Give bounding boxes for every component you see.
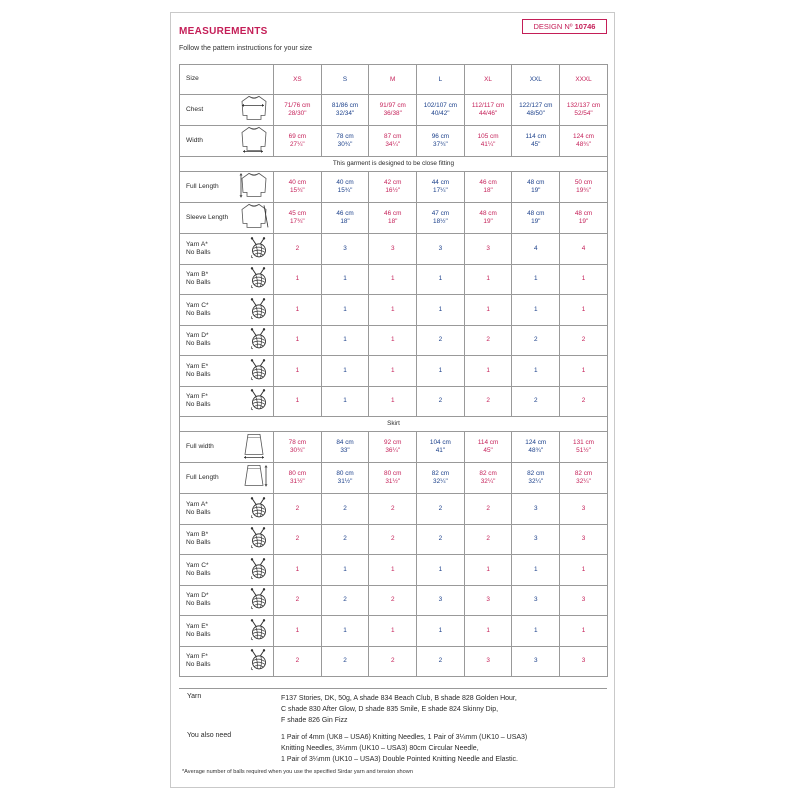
measure-cell: 80 cm 31½" [321, 463, 369, 494]
yarn-line: F shade 826 Gin Fizz [281, 717, 348, 724]
section-heading: Skirt [180, 417, 608, 432]
ball-count-cell: 3 [321, 234, 369, 265]
measure-cell: 124 cm 48¾" [512, 432, 560, 463]
needs-row [179, 728, 607, 767]
page-title: MEASUREMENTS [179, 26, 268, 37]
skirt-diagram-icon [239, 461, 269, 491]
measure-cell: 42 cm 16½" [369, 172, 417, 203]
ball-count-cell: 1 [321, 264, 369, 295]
yarn-row-label: Yarn F* No Balls [180, 386, 274, 417]
ball-count-cell: 1 [321, 386, 369, 417]
row-label-text: Full width [186, 442, 214, 450]
full-length-row [180, 172, 608, 203]
ball-count-cell: 1 [417, 555, 465, 586]
yarn-row-label: Yarn F* No Balls [180, 646, 274, 677]
ball-count-cell: 1 [417, 616, 465, 647]
ball-count-cell: 1 [560, 555, 608, 586]
ball-count-cell: 1 [512, 264, 560, 295]
measure-cell: 105 cm 41¼" [464, 126, 512, 157]
ball-count-cell: 2 [321, 585, 369, 616]
ball-count-cell: 1 [417, 356, 465, 387]
sweater-diagram-icon [239, 93, 269, 123]
skirt-yarn-row [180, 585, 608, 616]
measure-cell: 82 cm 32¼" [512, 463, 560, 494]
ball-count-cell: 1 [274, 356, 322, 387]
ball-count-cell: 1 [274, 264, 322, 295]
measure-cell: 48 cm 19" [512, 203, 560, 234]
ball-count-cell: 2 [321, 494, 369, 525]
row-label-text: Sleeve Length [186, 213, 229, 221]
yarn-ball-icon [247, 588, 269, 610]
design-label: DESIGN Nº [533, 22, 573, 31]
measure-cell: 48 cm 19" [560, 203, 608, 234]
yarn-ball-icon [247, 297, 269, 319]
ball-count-cell: 4 [512, 234, 560, 265]
garment-yarn-row [180, 325, 608, 356]
size-xl: XL [464, 65, 512, 95]
ball-count-cell: 2 [274, 585, 322, 616]
ball-count-cell: 2 [417, 646, 465, 677]
ball-count-cell: 1 [560, 264, 608, 295]
measure-cell: 50 cm 19¾" [560, 172, 608, 203]
ball-count-cell: 1 [464, 264, 512, 295]
ball-count-cell: 1 [321, 555, 369, 586]
measure-cell: 82 cm 32¼" [417, 463, 465, 494]
row-label [180, 126, 274, 157]
needs-line: 1 Pair of 3¼mm (UK10 – USA3) Double Pointed Knitting Needle and Elastic. [281, 756, 518, 763]
needs-line: 1 Pair of 4mm (UK8 – USA6) Knitting Needles, 1 Pair of 3¼mm (UK10 – USA3) [281, 734, 528, 741]
ball-count-cell: 1 [512, 616, 560, 647]
measure-cell: 124 cm 48¾" [560, 126, 608, 157]
diagram-icon [239, 124, 269, 157]
yarn-ball-icon [247, 358, 269, 383]
skirt-yarn-row [180, 616, 608, 647]
garment-yarn-row [180, 356, 608, 387]
size-xs: XS [274, 65, 322, 95]
yarn-ball-icon [247, 267, 269, 289]
ball-count-cell: 2 [369, 494, 417, 525]
row-label-text: Chest [186, 105, 204, 113]
yarn-ball-icon [247, 328, 269, 353]
sweater-diagram-icon [239, 124, 269, 154]
row-label-text: Width [186, 136, 203, 144]
measure-cell: 87 cm 34¼" [369, 126, 417, 157]
measure-cell: 80 cm 31½" [369, 463, 417, 494]
yarn-label: Yarn [187, 693, 202, 700]
ball-count-cell: 2 [464, 325, 512, 356]
ball-count-cell: 2 [369, 524, 417, 555]
measure-cell: 40 cm 15¾" [274, 172, 322, 203]
diagram-icon [239, 461, 269, 494]
ball-count-cell: 1 [560, 616, 608, 647]
needs-label: You also need [187, 732, 232, 739]
measure-cell: 112/117 cm 44/46" [464, 95, 512, 126]
diagram-icon [239, 201, 269, 234]
ball-count-cell: 3 [512, 646, 560, 677]
measure-cell: 102/107 cm 40/42" [417, 95, 465, 126]
row-label [180, 203, 274, 234]
measurements-table [179, 64, 608, 677]
sweater-diagram-icon [239, 201, 269, 231]
section-heading: This garment is designed to be close fitting [180, 157, 608, 172]
garment-yarn-row [180, 234, 608, 265]
ball-count-cell: 1 [274, 555, 322, 586]
ball-count-cell: 2 [417, 494, 465, 525]
yarn-ball-icon [247, 618, 269, 643]
ball-count-cell: 3 [464, 234, 512, 265]
measure-cell: 78 cm 30¾" [321, 126, 369, 157]
measure-cell: 132/137 cm 52/54" [560, 95, 608, 126]
yarn-ball-icon [247, 649, 269, 671]
sleeve-length-row [180, 203, 608, 234]
ball-count-cell: 1 [464, 616, 512, 647]
yarn-row-label: Yarn C* No Balls [180, 555, 274, 586]
ball-count-cell: 3 [512, 524, 560, 555]
diagram-icon [239, 170, 269, 203]
measure-cell: 71/76 cm 28/30" [274, 95, 322, 126]
measure-cell: 104 cm 41" [417, 432, 465, 463]
ball-count-cell: 1 [321, 616, 369, 647]
yarn-ball-icon [247, 236, 269, 258]
ball-count-cell: 3 [464, 646, 512, 677]
row-label-text: Full Length [186, 473, 219, 481]
ball-count-cell: 2 [417, 524, 465, 555]
row-label [180, 463, 274, 494]
ball-count-cell: 1 [417, 295, 465, 326]
yarn-line: C shade 830 After Glow, D shade 835 Smile, E shade 824 Skinny Dip, [281, 706, 499, 713]
skirt-yarn-row [180, 555, 608, 586]
measure-cell: 69 cm 27¼" [274, 126, 322, 157]
yarn-ball-icon [247, 496, 269, 518]
ball-count-cell: 2 [512, 386, 560, 417]
measure-cell: 84 cm 33" [321, 432, 369, 463]
yarn-ball-icon [247, 389, 269, 411]
row-label-text: Full Length [186, 182, 219, 190]
row-label [180, 172, 274, 203]
yarn-ball-icon [247, 389, 269, 414]
yarn-details [281, 693, 601, 726]
skirt-diagram-icon [239, 430, 269, 460]
ball-count-cell: 3 [512, 585, 560, 616]
ball-count-cell: 2 [464, 494, 512, 525]
ball-count-cell: 1 [512, 295, 560, 326]
ball-count-cell: 1 [274, 325, 322, 356]
skirt-yarn-row [180, 494, 608, 525]
yarn-row-label: Yarn D* No Balls [180, 325, 274, 356]
size-m: M [369, 65, 417, 95]
ball-count-cell: 1 [512, 356, 560, 387]
ball-count-cell: 1 [560, 295, 608, 326]
measure-cell: 45 cm 17¾" [274, 203, 322, 234]
yarn-row [179, 688, 607, 728]
diagram-icon [239, 430, 269, 463]
ball-count-cell: 1 [274, 386, 322, 417]
ball-count-cell: 1 [369, 356, 417, 387]
row-label [180, 432, 274, 463]
yarn-row-label: Yarn B* No Balls [180, 264, 274, 295]
measure-cell: 82 cm 32¼" [560, 463, 608, 494]
ball-count-cell: 1 [321, 325, 369, 356]
measure-cell: 114 cm 45" [464, 432, 512, 463]
ball-count-cell: 2 [560, 386, 608, 417]
measure-cell: 46 cm 18" [369, 203, 417, 234]
measure-cell: 80 cm 31½" [274, 463, 322, 494]
skirt-yarn-row [180, 524, 608, 555]
ball-count-cell: 3 [560, 646, 608, 677]
ball-count-cell: 1 [464, 555, 512, 586]
size-xxl: XXL [512, 65, 560, 95]
ball-count-cell: 2 [274, 234, 322, 265]
ball-count-cell: 2 [321, 646, 369, 677]
ball-count-cell: 2 [274, 524, 322, 555]
size-label: Size [180, 65, 274, 95]
yarn-ball-icon [247, 557, 269, 582]
ball-count-cell: 2 [417, 386, 465, 417]
ball-count-cell: 2 [560, 325, 608, 356]
ball-count-cell: 2 [464, 386, 512, 417]
yarn-row-label: Yarn C* No Balls [180, 295, 274, 326]
ball-count-cell: 1 [321, 295, 369, 326]
measure-cell: 46 cm 18" [464, 172, 512, 203]
ball-count-cell: 2 [369, 585, 417, 616]
sweater-diagram-icon [239, 170, 269, 200]
ball-count-cell: 1 [274, 295, 322, 326]
footnote: *Average number of balls required when you use the specified Sirdar yarn and tension shown [182, 769, 413, 775]
design-number: 10746 [574, 22, 596, 31]
yarn-row-label: Yarn A* No Balls [180, 494, 274, 525]
yarn-row-label: Yarn D* No Balls [180, 585, 274, 616]
measure-cell: 78 cm 30¾" [274, 432, 322, 463]
measure-cell: 47 cm 18½" [417, 203, 465, 234]
design-number-box [522, 19, 607, 34]
yarn-row-label: Yarn A* No Balls [180, 234, 274, 265]
measure-cell: 46 cm 18" [321, 203, 369, 234]
skirt-width-row [180, 432, 608, 463]
size-xxxl: XXXL [560, 65, 608, 95]
ball-count-cell: 2 [369, 646, 417, 677]
yarn-ball-icon [247, 328, 269, 350]
ball-count-cell: 2 [512, 325, 560, 356]
yarn-ball-icon [247, 267, 269, 292]
yarn-row-label: Yarn B* No Balls [180, 524, 274, 555]
ball-count-cell: 1 [369, 386, 417, 417]
skirt-yarn-row [180, 646, 608, 677]
yarn-ball-icon [247, 358, 269, 380]
fit-note-row [180, 157, 608, 172]
yarn-ball-icon [247, 236, 269, 261]
yarn-ball-icon [247, 618, 269, 640]
page-subtitle: Follow the pattern instructions for your size [179, 45, 313, 52]
ball-count-cell: 1 [369, 264, 417, 295]
ball-count-cell: 3 [369, 234, 417, 265]
needs-details [281, 732, 601, 765]
ball-count-cell: 4 [560, 234, 608, 265]
diagram-icon [239, 93, 269, 126]
ball-count-cell: 3 [560, 585, 608, 616]
ball-count-cell: 3 [464, 585, 512, 616]
garment-yarn-row [180, 295, 608, 326]
skirt-heading-row [180, 417, 608, 432]
measure-cell: 82 cm 32¼" [464, 463, 512, 494]
ball-count-cell: 1 [369, 295, 417, 326]
ball-count-cell: 2 [274, 494, 322, 525]
ball-count-cell: 1 [464, 295, 512, 326]
size-header-row [180, 65, 608, 95]
ball-count-cell: 3 [417, 585, 465, 616]
ball-count-cell: 1 [417, 264, 465, 295]
width-row [180, 126, 608, 157]
ball-count-cell: 2 [464, 524, 512, 555]
chest-row [180, 95, 608, 126]
yarn-ball-icon [247, 527, 269, 552]
measure-cell: 114 cm 45" [512, 126, 560, 157]
garment-yarn-row [180, 264, 608, 295]
ball-count-cell: 1 [274, 616, 322, 647]
ball-count-cell: 3 [417, 234, 465, 265]
ball-count-cell: 1 [560, 356, 608, 387]
skirt-length-row [180, 463, 608, 494]
ball-count-cell: 2 [274, 646, 322, 677]
yarn-row-label: Yarn E* No Balls [180, 616, 274, 647]
yarn-ball-icon [247, 557, 269, 579]
ball-count-cell: 3 [512, 494, 560, 525]
row-label [180, 95, 274, 126]
garment-yarn-row [180, 386, 608, 417]
yarn-ball-icon [247, 527, 269, 549]
yarn-info-block [179, 688, 607, 767]
measure-cell: 44 cm 17¼" [417, 172, 465, 203]
measure-cell: 40 cm 15¾" [321, 172, 369, 203]
measure-cell: 48 cm 19" [464, 203, 512, 234]
measure-cell: 122/127 cm 48/50" [512, 95, 560, 126]
yarn-ball-icon [247, 496, 269, 521]
size-l: L [417, 65, 465, 95]
ball-count-cell: 1 [369, 616, 417, 647]
size-s: S [321, 65, 369, 95]
measure-cell: 96 cm 37¾" [417, 126, 465, 157]
ball-count-cell: 1 [512, 555, 560, 586]
ball-count-cell: 3 [560, 494, 608, 525]
measure-cell: 48 cm 19" [512, 172, 560, 203]
ball-count-cell: 2 [417, 325, 465, 356]
ball-count-cell: 1 [321, 356, 369, 387]
yarn-ball-icon [247, 297, 269, 322]
ball-count-cell: 2 [321, 524, 369, 555]
needs-line: Knitting Needles, 3¼mm (UK10 – USA3) 80cm Circular Needle, [281, 745, 479, 752]
yarn-ball-icon [247, 649, 269, 674]
ball-count-cell: 1 [464, 356, 512, 387]
ball-count-cell: 1 [369, 555, 417, 586]
ball-count-cell: 3 [560, 524, 608, 555]
yarn-row-label: Yarn E* No Balls [180, 356, 274, 387]
yarn-ball-icon [247, 588, 269, 613]
yarn-line: F137 Stories, DK, 50g, A shade 834 Beach Club, B shade 828 Golden Hour, [281, 695, 517, 702]
ball-count-cell: 1 [369, 325, 417, 356]
measure-cell: 91/97 cm 36/38" [369, 95, 417, 126]
measure-cell: 81/86 cm 32/34" [321, 95, 369, 126]
measure-cell: 92 cm 36¼" [369, 432, 417, 463]
measure-cell: 131 cm 51½" [560, 432, 608, 463]
